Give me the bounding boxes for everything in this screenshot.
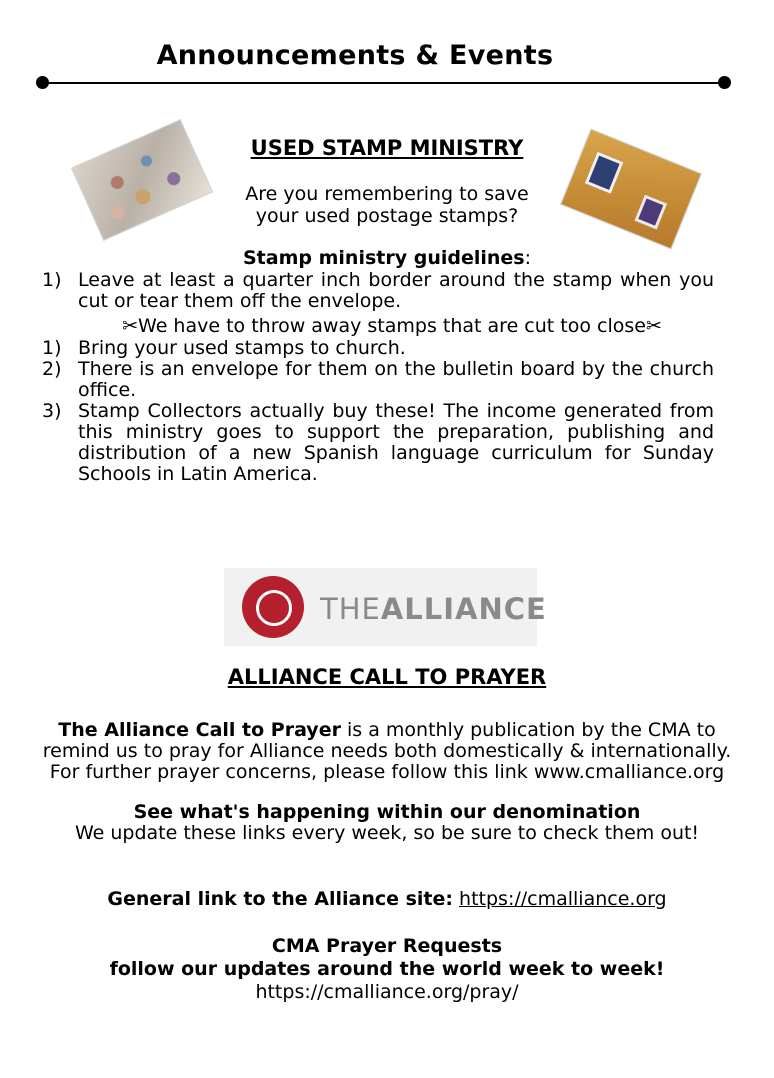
prayer-para-line3: For further prayer concerns, please follow this link www.cmalliance.org xyxy=(49,761,725,783)
general-link[interactable]: https://cmalliance.org xyxy=(459,888,667,910)
list-item xyxy=(42,401,714,485)
list-text: Bring your used stamps to church. xyxy=(78,337,406,359)
stamp-ministry-title: USED STAMP MINISTRY xyxy=(250,136,524,160)
prayer-requests-title: CMA Prayer Requests xyxy=(271,935,503,957)
general-link-line xyxy=(0,889,774,910)
prayer-title: ALLIANCE CALL TO PRAYER xyxy=(227,665,547,689)
guidelines-heading xyxy=(0,248,774,269)
list-item xyxy=(42,270,714,312)
list-text: Stamp Collectors actually buy these! The income generated from this ministry goes to support the preparation, publishing and distribution of a new Spanish language curriculum for Sunday Schools in Latin America. xyxy=(78,400,714,485)
prayer-para-line2: remind us to pray for Alliance needs both domestically & internationally. xyxy=(42,740,732,762)
guidelines-title: Stamp ministry guidelines xyxy=(243,247,525,269)
prayer-para-text: is a monthly publication by the CMA to xyxy=(340,719,716,741)
denomination-text: We update these links every week, so be sure to check them out! xyxy=(74,822,700,844)
list-number: 3) xyxy=(42,400,62,422)
list-number: 2) xyxy=(42,358,62,380)
stamp-intro-line1: Are you remembering to save xyxy=(245,183,529,205)
prayer-requests-link[interactable]: https://cmalliance.org/pray/ xyxy=(255,981,519,1003)
logo-text-bold: ALLIANCE xyxy=(380,592,547,626)
list-text: Leave at least a quarter inch border around the stamp when you cut or tear them off the envelope. xyxy=(78,269,714,312)
alliance-logo-text xyxy=(320,592,547,626)
page-title: Announcements & Events xyxy=(156,40,554,71)
list-number: 1) xyxy=(42,269,62,291)
list-text: There is an envelope for them on the bulletin board by the church office. xyxy=(78,358,714,401)
guidelines-list xyxy=(42,338,714,485)
prayer-para-line1 xyxy=(0,720,774,741)
prayer-requests-subtitle: follow our updates around the world week to week! xyxy=(109,958,665,980)
logo-text-thin: THE xyxy=(320,592,381,626)
list-item xyxy=(42,359,714,401)
guidelines-colon: : xyxy=(524,247,531,269)
prayer-publication-name: The Alliance Call to Prayer xyxy=(58,719,341,741)
guidelines-list-first xyxy=(42,270,714,312)
alliance-logo xyxy=(224,568,547,646)
stamp-intro-line2: your used postage stamps? xyxy=(255,205,519,227)
list-number: 1) xyxy=(42,337,62,359)
alliance-seal-icon xyxy=(242,576,304,638)
cut-warning: ✂We have to throw away stamps that are cut too close✂ xyxy=(122,315,662,337)
header-divider xyxy=(42,82,724,84)
rule-right-dot xyxy=(718,76,731,89)
denomination-heading: See what's happening within our denomination xyxy=(133,801,641,823)
list-item xyxy=(42,338,714,359)
general-link-label: General link to the Alliance site: xyxy=(107,888,453,910)
